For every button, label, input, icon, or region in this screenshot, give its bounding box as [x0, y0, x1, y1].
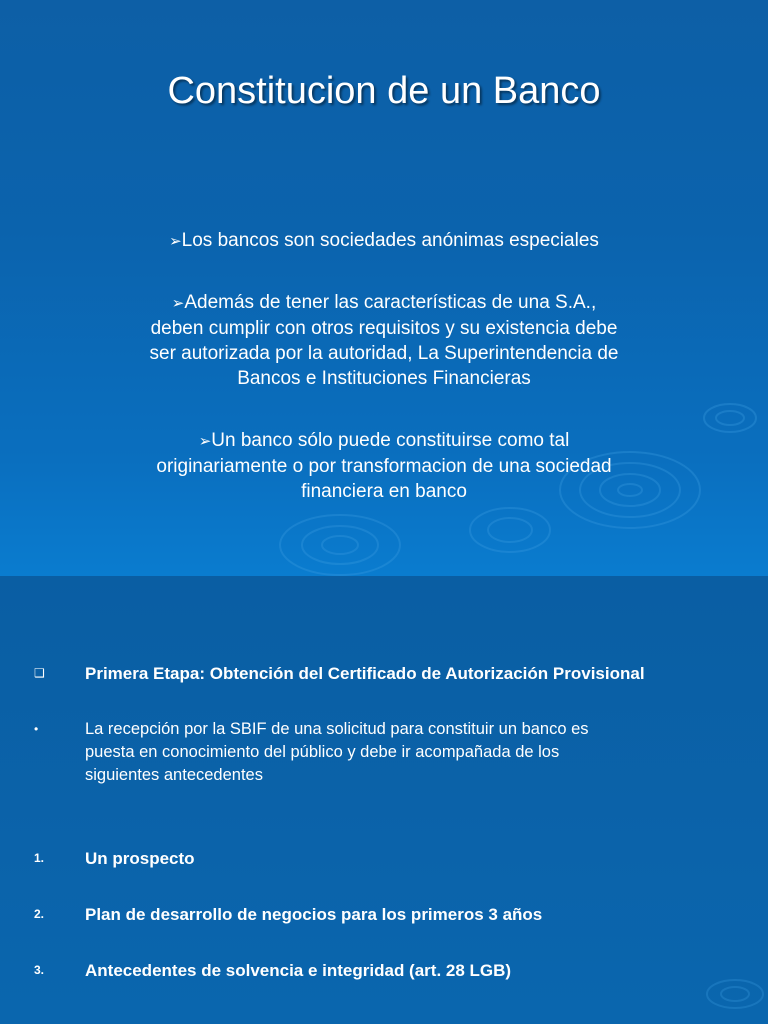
- checkbox-bullet-icon: ❑: [34, 666, 45, 680]
- slide-title: Constitucion de un Banco: [167, 70, 601, 112]
- stage-heading: Primera Etapa: Obtención del Certificado de Autorización Provisional: [85, 664, 645, 683]
- bullet-2-line-4: Bancos e Instituciones Financieras: [237, 368, 531, 389]
- item-number: 3.: [34, 963, 45, 977]
- bullet-3-line-3: financiera en banco: [301, 481, 467, 502]
- body-line-3: siguientes antecedentes: [85, 766, 263, 784]
- arrow-bullet-icon: ➢: [171, 295, 185, 312]
- bullet-1: [60, 228, 708, 254]
- dot-bullet-icon: •: [34, 722, 39, 736]
- ripple-decoration: [0, 576, 768, 1024]
- body-line-2: puesta en conocimiento del público y debe ir acompañada de los: [85, 743, 560, 761]
- bullet-2-line-3: ser autorizada por la autoridad, La Superintendencia de: [149, 343, 619, 364]
- item-text: Un prospecto: [85, 849, 195, 868]
- arrow-bullet-icon: ➢: [169, 233, 182, 250]
- bullet-3: [60, 428, 708, 504]
- bullet-2-line-2: deben cumplir con otros requisitos y su existencia debe: [150, 318, 618, 339]
- item-number: 1.: [34, 851, 45, 865]
- bullet-3-line-1: Un banco sólo puede constituirse como tal: [211, 430, 570, 451]
- item-text: Antecedentes de solvencia e integridad (art. 28 LGB): [85, 961, 512, 980]
- slide-2: [0, 576, 768, 1024]
- body-line-1: La recepción por la SBIF de una solicitud para constituir un banco es: [85, 720, 589, 738]
- arrow-bullet-icon: ➢: [198, 433, 212, 450]
- bullet-3-line-2: originariamente o por transformacion de una sociedad: [156, 456, 612, 477]
- item-number: 2.: [34, 907, 45, 921]
- bullet-1-line-1: Los bancos son sociedades anónimas especiales: [181, 230, 599, 251]
- item-text: Plan de desarrollo de negocios para los primeros 3 años: [85, 905, 543, 924]
- bullet-2: [60, 290, 708, 391]
- bullet-2-line-1: Además de tener las características de una S.A.,: [184, 292, 597, 313]
